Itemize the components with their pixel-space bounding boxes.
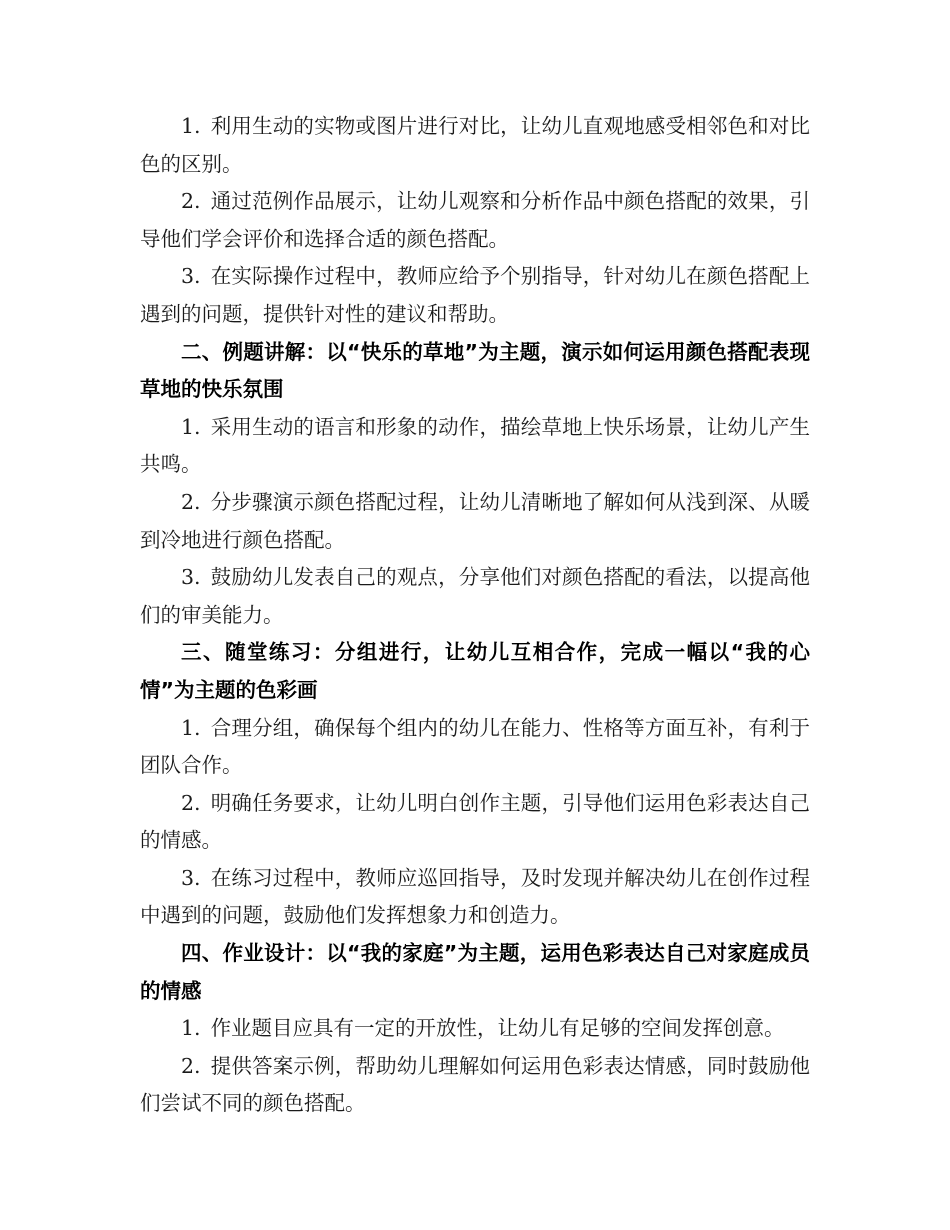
document-body (140, 108, 810, 1123)
list-item (140, 1048, 810, 1123)
list-item (140, 409, 810, 484)
list-item (140, 484, 810, 559)
list-item (140, 1010, 810, 1048)
list-item (140, 108, 810, 183)
item-text: 明确任务要求，让幼儿明白创作主题，引导他们运用色彩表达自己的情感。 (140, 790, 810, 853)
item-number: 2. (181, 1053, 201, 1078)
item-text: 合理分组，确保每个组内的幼儿在能力、性格等方面互补，有利于团队合作。 (140, 715, 810, 778)
item-number: 2. (181, 189, 201, 214)
list-item (140, 860, 810, 935)
section-heading: 四、作业设计：以“我的家庭”为主题，运用色彩表达自己对家庭成员的情感 (140, 941, 810, 1003)
item-text: 鼓励幼儿发表自己的观点，分享他们对颜色搭配的看法，以提高他们的审美能力。 (140, 565, 810, 627)
item-text: 在练习过程中，教师应巡回指导，及时发现并解决幼儿在创作过程中遇到的问题，鼓励他们发挥想象力和创造力。 (140, 865, 810, 928)
item-number: 3. (181, 865, 201, 890)
list-item (140, 183, 810, 258)
item-number: 3. (181, 264, 201, 289)
item-text: 分步骤演示颜色搭配过程，让幼儿清晰地了解如何从浅到深、从暖到冷地进行颜色搭配。 (140, 489, 810, 552)
item-text: 通过范例作品展示，让幼儿观察和分析作品中颜色搭配的效果，引导他们学会评价和选择合适的颜色搭配。 (140, 189, 810, 251)
section-heading: 三、随堂练习：分组进行，让幼儿互相合作，完成一幅以“我的心情”为主题的色彩画 (140, 640, 810, 702)
item-number: 3. (181, 565, 201, 590)
item-number: 2. (181, 790, 201, 815)
item-number: 1. (181, 114, 201, 138)
item-text: 作业题目应具有一定的开放性，让幼儿有足够的空间发挥创意。 (210, 1016, 785, 1041)
item-text: 提供答案示例，帮助幼儿理解如何运用色彩表达情感，同时鼓励他们尝试不同的颜色搭配。 (140, 1053, 810, 1116)
item-text: 利用生动的实物或图片进行对比，让幼儿直观地感受相邻色和对比色的区别。 (140, 114, 810, 176)
item-number: 1. (181, 414, 201, 439)
section-heading: 二、例题讲解：以“快乐的草地”为主题，演示如何运用颜色搭配表现草地的快乐氛围 (140, 339, 810, 402)
list-item (140, 710, 810, 785)
list-item (140, 785, 810, 860)
item-text: 采用生动的语言和形象的动作，描绘草地上快乐场景，让幼儿产生共鸣。 (140, 414, 810, 477)
list-item (140, 258, 810, 333)
list-item (140, 559, 810, 634)
item-number: 2. (181, 489, 201, 514)
item-number: 1. (181, 715, 201, 740)
item-text: 在实际操作过程中，教师应给予个别指导，针对幼儿在颜色搭配上遇到的问题，提供针对性的建议和帮助。 (140, 264, 810, 326)
item-number: 1. (181, 1016, 201, 1041)
